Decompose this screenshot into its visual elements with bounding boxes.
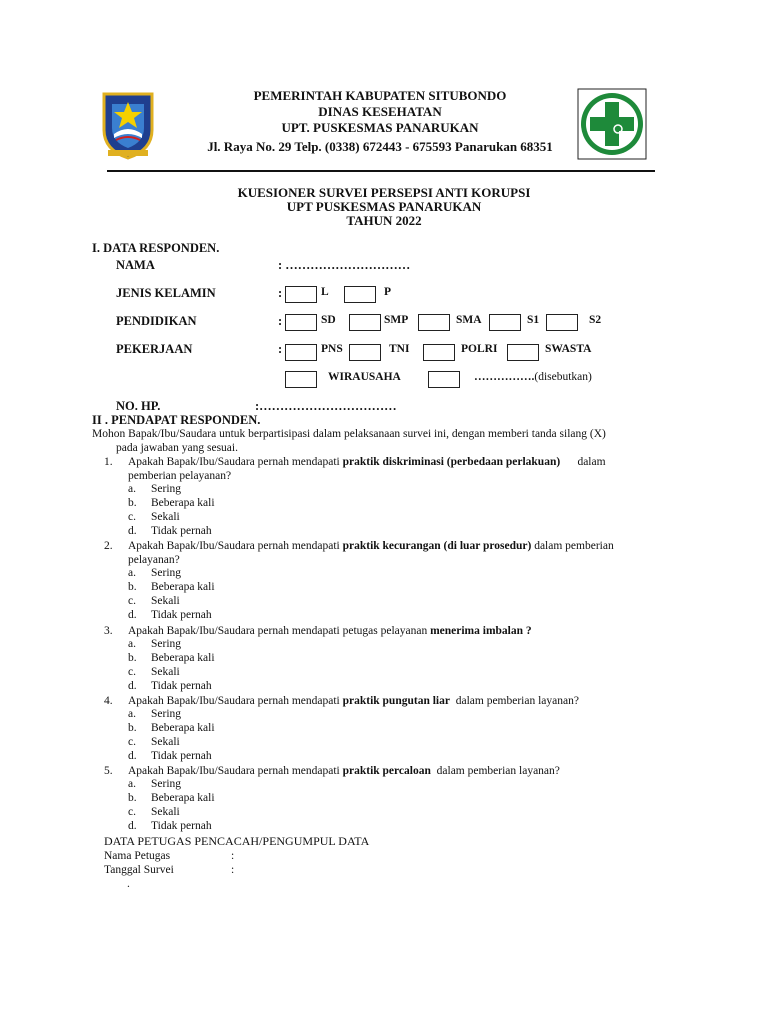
section-2-heading: II . PENDAPAT RESPONDEN. xyxy=(92,413,261,427)
answer-letter: b. xyxy=(128,722,137,734)
checkbox-pns[interactable] xyxy=(285,344,317,361)
option-swasta: SWASTA xyxy=(545,343,592,355)
question-text-emphasis: praktik kecurangan (di luar prosedur) xyxy=(342,540,532,552)
option-s2: S2 xyxy=(589,314,602,326)
question-text-post: dalam pemberian layanan? xyxy=(430,765,560,777)
checkbox-lainnya[interactable] xyxy=(428,371,460,388)
answer-letter: d. xyxy=(128,680,137,692)
letterhead-line-3: UPT. PUSKESMAS PANARUKAN xyxy=(281,120,479,135)
question-text-emphasis: praktik pungutan liar xyxy=(342,695,450,707)
question-4-text xyxy=(128,694,579,708)
question-text-pre: Apakah Bapak/Ibu/Saudara pernah mendapati xyxy=(128,765,343,777)
nama-petugas-field[interactable]: : xyxy=(231,850,235,862)
question-text-pre: Apakah Bapak/Ibu/Saudara pernah mendapati xyxy=(128,540,343,552)
answer-letter: c. xyxy=(128,595,136,607)
checkbox-smp[interactable] xyxy=(349,314,381,331)
option-sma: SMA xyxy=(456,314,482,326)
checkbox-s2[interactable] xyxy=(546,314,578,331)
checkbox-wirausaha[interactable] xyxy=(285,371,317,388)
letterhead-line-1: PEMERINTAH KABUPATEN SITUBONDO xyxy=(253,88,507,103)
answer-letter: b. xyxy=(128,652,137,664)
answer-option[interactable]: Beberapa kali xyxy=(151,792,215,804)
answer-letter: b. xyxy=(128,581,137,593)
answer-letter: a. xyxy=(128,638,136,650)
question-3-text xyxy=(128,624,532,638)
answer-option[interactable]: Beberapa kali xyxy=(151,652,215,664)
question-2-text-line-2: pelayanan? xyxy=(128,554,180,566)
letterhead xyxy=(190,88,570,155)
nama-label: NAMA xyxy=(116,258,155,272)
question-5-number: 5. xyxy=(104,765,113,777)
checkbox-swasta[interactable] xyxy=(507,344,539,361)
pendidikan-label: PENDIDIKAN xyxy=(116,314,197,328)
option-polri: POLRI xyxy=(461,343,498,355)
answer-letter: a. xyxy=(128,778,136,790)
answer-letter: b. xyxy=(128,497,137,509)
checkbox-p[interactable] xyxy=(344,286,376,303)
answer-option[interactable]: Sekali xyxy=(151,511,180,523)
section-2-intro-2: pada jawaban yang sesuai. xyxy=(116,442,238,454)
trailing-mark: . xyxy=(127,878,130,890)
option-p: P xyxy=(384,286,392,298)
question-text-pre: Apakah Bapak/Ibu/Saudara pernah mendapati petugas pelayanan xyxy=(128,625,431,637)
checkbox-polri[interactable] xyxy=(423,344,455,361)
title-line-3: TAHUN 2022 xyxy=(346,213,422,228)
option-wirausaha: WIRAUSAHA xyxy=(328,371,401,383)
answer-option[interactable]: Sekali xyxy=(151,806,180,818)
option-tni: TNI xyxy=(389,343,410,355)
lainnya-dots: ……………. xyxy=(474,371,535,383)
title-line-2: UPT PUSKESMAS PANARUKAN xyxy=(286,199,482,214)
answer-letter: c. xyxy=(128,806,136,818)
lainnya-field[interactable] xyxy=(474,371,592,383)
no-hp-field[interactable]: :…………………………… xyxy=(255,399,397,413)
question-text-emphasis: praktik percaloan xyxy=(342,765,431,777)
answer-letter: c. xyxy=(128,666,136,678)
answer-letter: d. xyxy=(128,820,137,832)
pekerjaan-label: PEKERJAAN xyxy=(116,342,193,356)
question-text-pre: Apakah Bapak/Ibu/Saudara pernah mendapati xyxy=(128,695,343,707)
option-s1: S1 xyxy=(527,314,540,326)
tanggal-survei-label: Tanggal Survei xyxy=(104,864,174,876)
answer-option[interactable]: Beberapa kali xyxy=(151,581,215,593)
nama-field[interactable]: : ………………………… xyxy=(278,258,411,272)
tanggal-survei-field[interactable]: : xyxy=(231,864,235,876)
answer-option[interactable]: Tidak pernah xyxy=(151,750,212,762)
answer-option[interactable]: Tidak pernah xyxy=(151,609,212,621)
question-2-number: 2. xyxy=(104,540,113,552)
checkbox-tni[interactable] xyxy=(349,344,381,361)
answer-option[interactable]: Sekali xyxy=(151,666,180,678)
option-pns: PNS xyxy=(321,343,343,355)
question-text-emphasis: menerima imbalan ? xyxy=(430,625,532,637)
jenis-kelamin-label: JENIS KELAMIN xyxy=(116,286,216,300)
question-4-number: 4. xyxy=(104,695,113,707)
question-1-text xyxy=(128,455,606,469)
answer-option[interactable]: Tidak pernah xyxy=(151,525,212,537)
checkbox-sma[interactable] xyxy=(418,314,450,331)
answer-option[interactable]: Sering xyxy=(151,708,182,720)
question-text-pre: Apakah Bapak/Ibu/Saudara pernah mendapati xyxy=(128,456,343,468)
question-5-text xyxy=(128,764,560,778)
letterhead-line-2: DINAS KESEHATAN xyxy=(318,104,442,119)
option-l: L xyxy=(321,286,329,298)
answer-letter: c. xyxy=(128,736,136,748)
checkbox-s1[interactable] xyxy=(489,314,521,331)
section-1-heading: I. DATA RESPONDEN. xyxy=(92,241,220,255)
header-divider xyxy=(107,170,655,172)
answer-letter: a. xyxy=(128,708,136,720)
answer-option[interactable]: Sekali xyxy=(151,736,180,748)
option-sd: SD xyxy=(321,314,336,326)
answer-option[interactable]: Sering xyxy=(151,483,182,495)
question-text-post: dalam pemberian layanan? xyxy=(449,695,579,707)
answer-option[interactable]: Tidak pernah xyxy=(151,680,212,692)
puskesmas-cross-logo xyxy=(577,88,647,160)
pendidikan-colon: : xyxy=(278,314,283,328)
question-1-number: 1. xyxy=(104,456,113,468)
checkbox-sd[interactable] xyxy=(285,314,317,331)
title-line-1: KUESIONER SURVEI PERSEPSI ANTI KORUPSI xyxy=(237,185,531,200)
document-title xyxy=(0,186,768,228)
answer-option[interactable]: Sering xyxy=(151,778,182,790)
answer-option[interactable]: Beberapa kali xyxy=(151,497,215,509)
option-smp: SMP xyxy=(384,314,409,326)
nama-petugas-label: Nama Petugas xyxy=(104,850,171,862)
answer-letter: d. xyxy=(128,609,137,621)
answer-letter: a. xyxy=(128,567,136,579)
answer-letter: b. xyxy=(128,792,137,804)
section-2-intro-1: Mohon Bapak/Ibu/Saudara untuk berpartisipasi dalam pelaksanaan survei ini, dengan memberi tanda silang (X) xyxy=(92,428,606,440)
lainnya-note: (disebutkan) xyxy=(534,371,592,383)
petugas-heading: DATA PETUGAS PENCACAH/PENGUMPUL DATA xyxy=(104,834,370,848)
pekerjaan-colon: : xyxy=(278,342,283,356)
answer-option[interactable]: Sekali xyxy=(151,595,180,607)
no-hp-label: NO. HP. xyxy=(116,399,161,413)
answer-letter: c. xyxy=(128,511,136,523)
question-1-text-line-2: pemberian pelayanan? xyxy=(128,470,232,482)
answer-letter: d. xyxy=(128,525,137,537)
question-2-text xyxy=(128,539,614,553)
question-text-post: dalam xyxy=(560,456,606,468)
checkbox-l[interactable] xyxy=(285,286,317,303)
answer-option[interactable]: Beberapa kali xyxy=(151,722,215,734)
answer-option[interactable]: Sering xyxy=(151,567,182,579)
situbondo-crest-logo xyxy=(98,90,158,160)
answer-letter: a. xyxy=(128,483,136,495)
jenis-kelamin-colon: : xyxy=(278,286,283,300)
question-3-number: 3. xyxy=(104,625,113,637)
answer-option[interactable]: Tidak pernah xyxy=(151,820,212,832)
question-text-post: dalam pemberian xyxy=(531,540,614,552)
answer-letter: d. xyxy=(128,750,137,762)
letterhead-address: Jl. Raya No. 29 Telp. (0338) 672443 - 675593 Panarukan 68351 xyxy=(207,139,553,154)
question-text-emphasis: praktik diskriminasi (perbedaan perlakuan) xyxy=(342,456,561,468)
answer-option[interactable]: Sering xyxy=(151,638,182,650)
